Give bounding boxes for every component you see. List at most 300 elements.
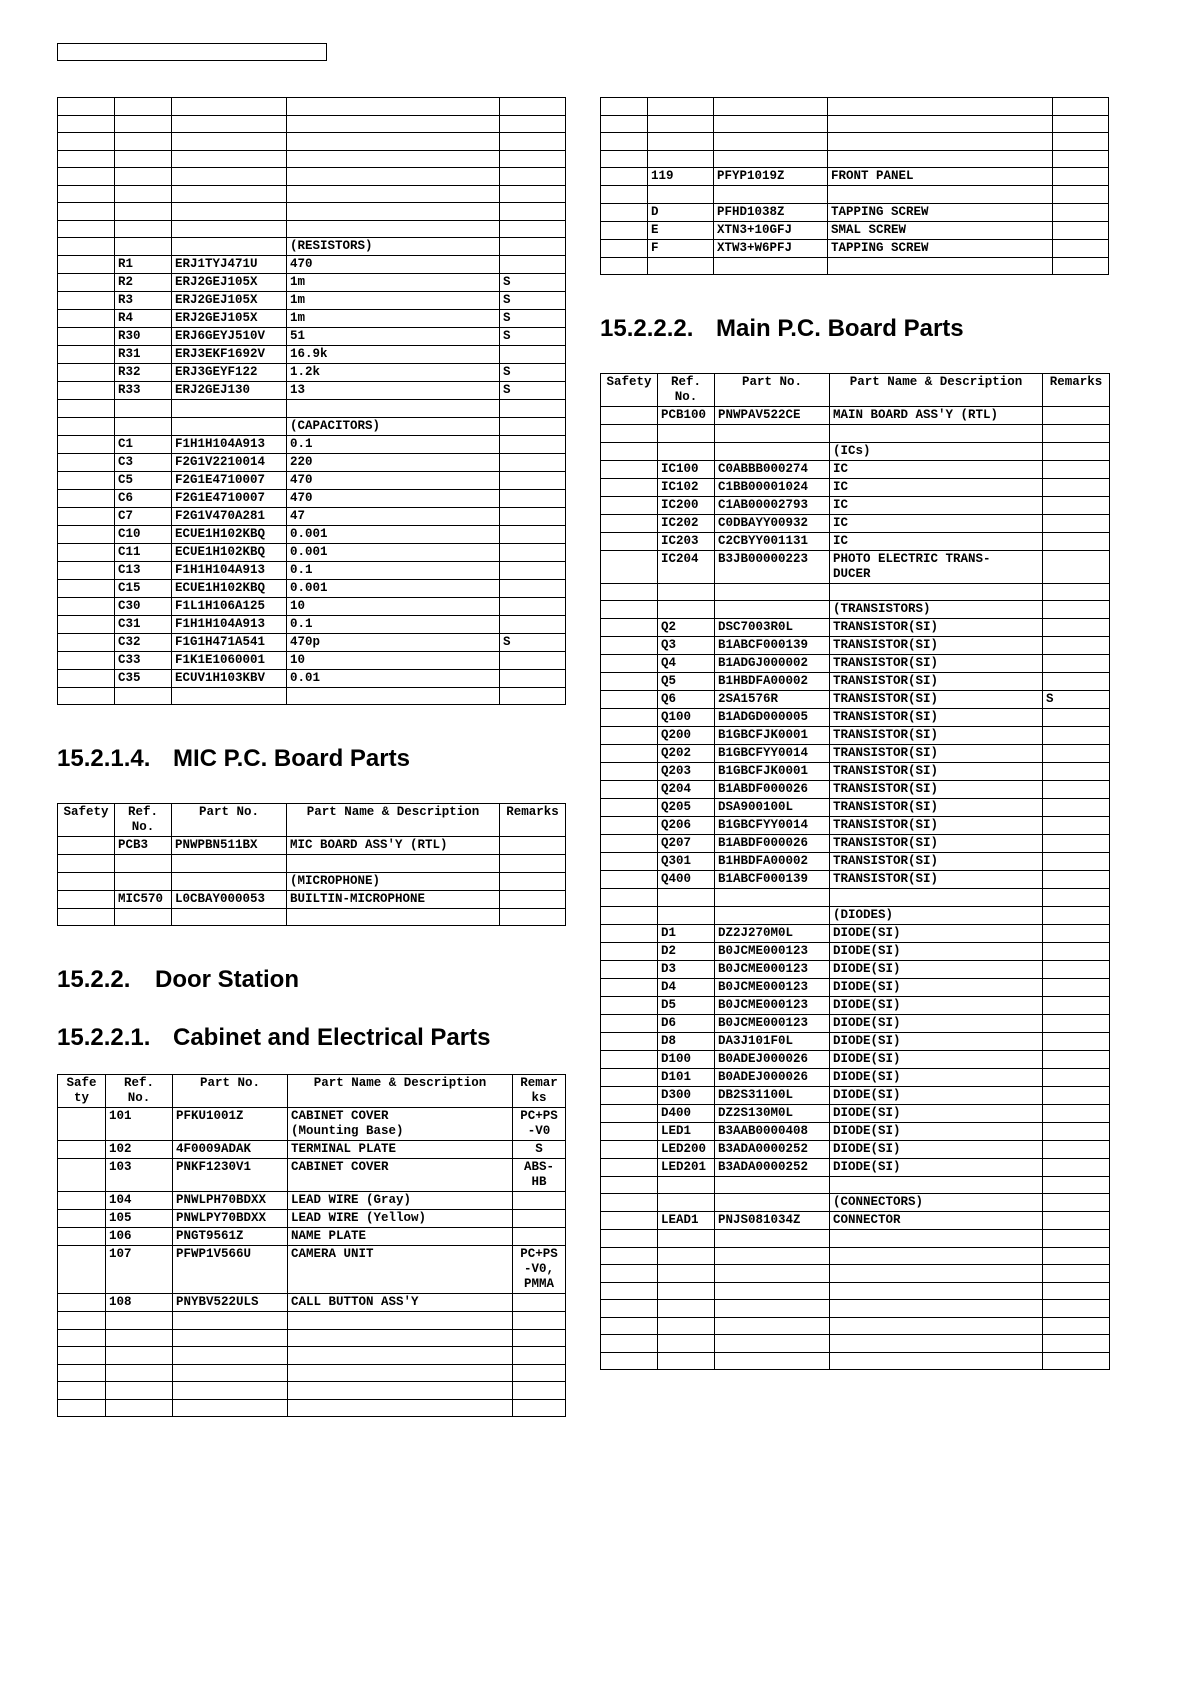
part-no-cell: F2G1E4710007 — [172, 471, 287, 489]
ref-no-cell — [658, 601, 715, 619]
safety-cell — [601, 168, 648, 186]
safety-cell — [601, 1050, 658, 1068]
part-no-cell: PNWLPH70BDXX — [173, 1192, 288, 1210]
description-cell: TRANSISTOR(SI) — [830, 799, 1043, 817]
section-number: 15.2.1.4. — [57, 745, 151, 772]
description-cell: TRANSISTOR(SI) — [830, 655, 1043, 673]
part-no-cell — [172, 203, 287, 221]
part-no-cell: PNYBV522ULS — [173, 1294, 288, 1312]
table-row — [58, 908, 566, 926]
safety-cell — [601, 745, 658, 763]
safety-cell — [58, 1108, 106, 1141]
ref-no-cell: IC202 — [658, 514, 715, 532]
header-safety: Safety — [601, 374, 658, 407]
description-cell: DIODE(SI) — [830, 1068, 1043, 1086]
ref-no-cell: C32 — [115, 633, 172, 651]
remarks-cell — [1043, 1140, 1110, 1158]
ref-no-cell: 103 — [106, 1159, 173, 1192]
table-row — [601, 637, 1110, 655]
table-row — [601, 133, 1109, 151]
part-no-cell — [715, 1247, 830, 1265]
part-no-cell — [715, 889, 830, 907]
ref-no-cell: R3 — [115, 292, 172, 310]
description-cell — [828, 186, 1053, 204]
safety-cell — [58, 651, 115, 669]
safety-cell — [58, 1399, 106, 1417]
description-cell — [288, 1364, 513, 1382]
safety-cell — [58, 1159, 106, 1192]
ref-no-cell: C1 — [115, 435, 172, 453]
header-description: Part Name & Description — [830, 374, 1043, 407]
description-cell — [830, 1265, 1043, 1283]
description-cell — [287, 687, 500, 705]
table-row — [601, 514, 1110, 532]
part-no-cell: B3ADA0000252 — [715, 1140, 830, 1158]
table-row — [601, 727, 1110, 745]
remarks-cell — [1043, 496, 1110, 514]
table-row — [58, 1382, 566, 1400]
remarks-cell — [1053, 168, 1109, 186]
table-row — [58, 150, 566, 168]
remarks-cell — [500, 687, 566, 705]
safety-cell — [601, 407, 658, 425]
ref-no-cell: Q2 — [658, 619, 715, 637]
ref-no-cell — [115, 417, 172, 435]
safety-cell — [601, 906, 658, 924]
remarks-cell — [500, 98, 566, 116]
table-row — [58, 292, 566, 310]
parts-table-front-panel — [600, 97, 1109, 275]
part-no-cell — [172, 168, 287, 186]
safety-cell — [601, 478, 658, 496]
description-cell: TRANSISTOR(SI) — [830, 763, 1043, 781]
ref-no-cell: Q100 — [658, 709, 715, 727]
table-row — [58, 310, 566, 328]
description-cell: TRANSISTOR(SI) — [830, 853, 1043, 871]
description-cell — [830, 1335, 1043, 1353]
part-no-cell — [715, 601, 830, 619]
part-no-cell: B0JCME000123 — [715, 960, 830, 978]
safety-cell — [601, 550, 658, 583]
part-no-cell: B1ADGD000005 — [715, 709, 830, 727]
remarks-cell: S — [1043, 691, 1110, 709]
part-no-cell: B0ADEJ000026 — [715, 1068, 830, 1086]
remarks-cell — [1043, 727, 1110, 745]
table-row — [58, 507, 566, 525]
header-ref-no: Ref. No. — [658, 374, 715, 407]
table-row — [601, 601, 1110, 619]
safety-cell — [58, 310, 115, 328]
table-row — [601, 871, 1110, 889]
description-cell — [287, 185, 500, 203]
description-cell: 470 — [287, 471, 500, 489]
description-cell: CABINET COVER — [288, 1159, 513, 1192]
part-no-cell: 2SA1576R — [715, 691, 830, 709]
table-row — [601, 1104, 1110, 1122]
part-no-cell: DSC7003R0L — [715, 619, 830, 637]
safety-cell — [601, 1140, 658, 1158]
table-row — [601, 115, 1109, 133]
header-ref-no: Ref. No. — [106, 1075, 173, 1108]
description-cell: 16.9k — [287, 346, 500, 364]
safety-cell — [58, 453, 115, 471]
table-row — [58, 597, 566, 615]
part-no-cell: F2G1V2210014 — [172, 453, 287, 471]
part-no-cell: B1HBDFA00002 — [715, 853, 830, 871]
ref-no-cell: IC100 — [658, 460, 715, 478]
table-row — [58, 1399, 566, 1417]
description-cell: TAPPING SCREW — [828, 203, 1053, 221]
part-no-cell: ERJ2GEJ105X — [172, 310, 287, 328]
ref-no-cell: Q6 — [658, 691, 715, 709]
table-header-row — [601, 374, 1110, 407]
description-cell: PHOTO ELECTRIC TRANS- DUCER — [830, 550, 1043, 583]
header-description: Part Name & Description — [288, 1075, 513, 1108]
table-row — [601, 221, 1109, 239]
safety-cell — [601, 1247, 658, 1265]
description-cell: DIODE(SI) — [830, 1104, 1043, 1122]
safety-cell — [601, 1122, 658, 1140]
part-no-cell: B1GBCFYY0014 — [715, 817, 830, 835]
part-no-cell — [173, 1364, 288, 1382]
ref-no-cell: D — [648, 203, 714, 221]
safety-cell — [601, 871, 658, 889]
parts-table-mic-board — [57, 803, 566, 926]
part-no-cell: ERJ1TYJ471U — [172, 256, 287, 274]
description-cell: 470 — [287, 489, 500, 507]
safety-cell — [601, 1032, 658, 1050]
safety-cell — [58, 597, 115, 615]
ref-no-cell: IC203 — [658, 532, 715, 550]
description-cell: 0.001 — [287, 579, 500, 597]
remarks-cell — [1043, 1158, 1110, 1176]
ref-no-cell: R33 — [115, 382, 172, 400]
part-no-cell — [172, 400, 287, 418]
description-cell — [830, 1317, 1043, 1335]
remarks-cell — [1053, 150, 1109, 168]
part-no-cell — [172, 98, 287, 116]
remarks-cell — [1053, 221, 1109, 239]
remarks-cell: S — [500, 310, 566, 328]
table-row — [601, 817, 1110, 835]
description-cell: TRANSISTOR(SI) — [830, 637, 1043, 655]
remarks-cell — [500, 471, 566, 489]
table-row — [601, 583, 1110, 601]
remarks-cell — [1043, 763, 1110, 781]
description-cell: DIODE(SI) — [830, 1050, 1043, 1068]
ref-no-cell: C35 — [115, 669, 172, 687]
safety-cell — [58, 855, 115, 873]
section-number: 15.2.2. — [57, 966, 131, 993]
part-no-cell: DA3J101F0L — [715, 1032, 830, 1050]
ref-no-cell: C11 — [115, 543, 172, 561]
part-no-cell: C2CBYY001131 — [715, 532, 830, 550]
description-cell: TRANSISTOR(SI) — [830, 781, 1043, 799]
header-safety: Safety — [58, 804, 115, 837]
remarks-cell — [513, 1347, 566, 1365]
table-row — [601, 1140, 1110, 1158]
section-title: MIC P.C. Board Parts — [173, 745, 410, 772]
remarks-cell: PC+PS -V0 — [513, 1108, 566, 1141]
ref-no-cell — [658, 1176, 715, 1194]
part-no-cell: B1ABDF000026 — [715, 781, 830, 799]
description-cell — [830, 1176, 1043, 1194]
part-no-cell: DZ2S130M0L — [715, 1104, 830, 1122]
description-cell: 13 — [287, 382, 500, 400]
header-description: Part Name & Description — [287, 804, 500, 837]
table-row — [58, 346, 566, 364]
part-no-cell: C0ABBB000274 — [715, 460, 830, 478]
left-column — [57, 97, 565, 1417]
ref-no-cell: D6 — [658, 1014, 715, 1032]
table-row — [601, 98, 1109, 116]
ref-no-cell — [106, 1329, 173, 1347]
description-cell: TERMINAL PLATE — [288, 1141, 513, 1159]
remarks-cell — [1053, 98, 1109, 116]
part-no-cell: DB2S31100L — [715, 1086, 830, 1104]
part-no-cell: B1HBDFA00002 — [715, 673, 830, 691]
safety-cell — [601, 1335, 658, 1353]
ref-no-cell — [658, 906, 715, 924]
safety-cell — [58, 837, 115, 855]
safety-cell — [601, 619, 658, 637]
ref-no-cell — [658, 1265, 715, 1283]
ref-no-cell: IC102 — [658, 478, 715, 496]
description-cell — [287, 400, 500, 418]
remarks-cell — [1043, 637, 1110, 655]
part-no-cell: PNWPAV522CE — [715, 407, 830, 425]
remarks-cell — [1043, 745, 1110, 763]
table-row — [58, 1228, 566, 1246]
safety-cell — [58, 98, 115, 116]
safety-cell — [601, 1194, 658, 1212]
ref-no-cell — [115, 908, 172, 926]
part-no-cell: B1ABCF000139 — [715, 637, 830, 655]
part-no-cell — [172, 238, 287, 256]
ref-no-cell: D8 — [658, 1032, 715, 1050]
description-cell — [830, 1352, 1043, 1370]
part-no-cell: F2G1E4710007 — [172, 489, 287, 507]
description-cell: (MICROPHONE) — [287, 872, 500, 890]
table-row — [601, 978, 1110, 996]
table-row — [58, 543, 566, 561]
remarks-cell — [1043, 478, 1110, 496]
safety-cell — [58, 1210, 106, 1228]
safety-cell — [601, 583, 658, 601]
remarks-cell: ABS- HB — [513, 1159, 566, 1192]
table-row — [601, 1194, 1110, 1212]
ref-no-cell — [115, 98, 172, 116]
safety-cell — [58, 1294, 106, 1312]
safety-cell — [601, 601, 658, 619]
remarks-cell — [500, 890, 566, 908]
ref-no-cell — [658, 1194, 715, 1212]
table-row — [58, 256, 566, 274]
remarks-cell — [500, 238, 566, 256]
part-no-cell: PNWPBN511BX — [172, 837, 287, 855]
ref-no-cell: IC204 — [658, 550, 715, 583]
table-row — [58, 579, 566, 597]
safety-cell — [601, 496, 658, 514]
safety-cell — [601, 460, 658, 478]
table-row — [601, 996, 1110, 1014]
part-no-cell: B1GBCFJK0001 — [715, 727, 830, 745]
ref-no-cell — [115, 115, 172, 133]
remarks-cell — [513, 1294, 566, 1312]
section-title: Cabinet and Electrical Parts — [173, 1024, 491, 1051]
description-cell — [830, 425, 1043, 443]
parts-table-resistors-capacitors — [57, 97, 566, 705]
part-no-cell — [172, 872, 287, 890]
ref-no-cell: C7 — [115, 507, 172, 525]
description-cell: 0.001 — [287, 525, 500, 543]
safety-cell — [601, 942, 658, 960]
ref-no-cell: 107 — [106, 1246, 173, 1294]
safety-cell — [601, 98, 648, 116]
part-no-cell: F1K1E1060001 — [172, 651, 287, 669]
description-cell: (CONNECTORS) — [830, 1194, 1043, 1212]
part-no-cell: F1H1H104A913 — [172, 435, 287, 453]
table-row — [601, 1282, 1110, 1300]
safety-cell — [58, 669, 115, 687]
safety-cell — [58, 471, 115, 489]
remarks-cell — [1053, 115, 1109, 133]
remarks-cell — [1043, 1176, 1110, 1194]
description-cell: 0.1 — [287, 561, 500, 579]
table-row — [58, 133, 566, 151]
description-cell: TRANSISTOR(SI) — [830, 817, 1043, 835]
description-cell — [288, 1329, 513, 1347]
ref-no-cell: LED200 — [658, 1140, 715, 1158]
table-row — [601, 1317, 1110, 1335]
safety-cell — [58, 364, 115, 382]
section-number: 15.2.2.2. — [600, 315, 694, 342]
description-cell: CAMERA UNIT — [288, 1246, 513, 1294]
part-no-cell — [172, 185, 287, 203]
ref-no-cell — [115, 238, 172, 256]
ref-no-cell — [658, 1300, 715, 1318]
remarks-cell — [500, 417, 566, 435]
table-row — [58, 1141, 566, 1159]
table-row — [601, 1086, 1110, 1104]
part-no-cell — [714, 186, 828, 204]
part-no-cell — [173, 1312, 288, 1330]
table-row — [601, 1176, 1110, 1194]
table-row — [58, 238, 566, 256]
ref-no-cell: C5 — [115, 471, 172, 489]
table-row — [601, 942, 1110, 960]
safety-cell — [601, 853, 658, 871]
ref-no-cell: C6 — [115, 489, 172, 507]
ref-no-cell: Q4 — [658, 655, 715, 673]
part-no-cell: B0ADEJ000026 — [715, 1050, 830, 1068]
safety-cell — [601, 150, 648, 168]
table-row — [601, 924, 1110, 942]
part-no-cell: B0JCME000123 — [715, 978, 830, 996]
ref-no-cell — [658, 583, 715, 601]
table-row — [601, 407, 1110, 425]
table-row — [601, 1247, 1110, 1265]
table-row — [601, 1014, 1110, 1032]
table-row — [58, 1192, 566, 1210]
ref-no-cell: Q200 — [658, 727, 715, 745]
safety-cell — [601, 1014, 658, 1032]
safety-cell — [58, 543, 115, 561]
description-cell: TRANSISTOR(SI) — [830, 691, 1043, 709]
part-no-cell: PFKU1001Z — [173, 1108, 288, 1141]
description-cell: 470 — [287, 256, 500, 274]
ref-no-cell: C13 — [115, 561, 172, 579]
part-no-cell: B1ABDF000026 — [715, 835, 830, 853]
safety-cell — [601, 1086, 658, 1104]
table-header-row — [58, 804, 566, 837]
part-no-cell: PFYP1019Z — [714, 168, 828, 186]
part-no-cell: ECUV1H103KBV — [172, 669, 287, 687]
part-no-cell: F2G1V470A281 — [172, 507, 287, 525]
safety-cell — [58, 417, 115, 435]
table-row — [58, 1329, 566, 1347]
part-no-cell — [715, 1352, 830, 1370]
safety-cell — [58, 168, 115, 186]
safety-cell — [58, 1246, 106, 1294]
ref-no-cell: LED1 — [658, 1122, 715, 1140]
part-no-cell — [173, 1382, 288, 1400]
ref-no-cell: D100 — [658, 1050, 715, 1068]
remarks-cell — [1043, 1194, 1110, 1212]
description-cell: 1.2k — [287, 364, 500, 382]
description-cell — [287, 168, 500, 186]
remarks-cell — [500, 615, 566, 633]
description-cell — [828, 115, 1053, 133]
part-no-cell: ERJ2GEJ105X — [172, 292, 287, 310]
table-row — [58, 1347, 566, 1365]
ref-no-cell: Q205 — [658, 799, 715, 817]
ref-no-cell: Q301 — [658, 853, 715, 871]
remarks-cell — [500, 185, 566, 203]
ref-no-cell — [658, 889, 715, 907]
ref-no-cell: D1 — [658, 924, 715, 942]
table-row — [601, 239, 1109, 257]
safety-cell — [58, 890, 115, 908]
remarks-cell — [1043, 906, 1110, 924]
table-row — [601, 673, 1110, 691]
safety-cell — [58, 1141, 106, 1159]
table-row — [601, 889, 1110, 907]
part-no-cell — [172, 133, 287, 151]
table-row — [601, 186, 1109, 204]
description-cell: (CAPACITORS) — [287, 417, 500, 435]
remarks-cell — [1043, 709, 1110, 727]
remarks-cell — [500, 115, 566, 133]
description-cell: TRANSISTOR(SI) — [830, 709, 1043, 727]
part-no-cell: ERJ6GEYJ510V — [172, 328, 287, 346]
ref-no-cell: R1 — [115, 256, 172, 274]
ref-no-cell: LEAD1 — [658, 1212, 715, 1230]
safety-cell — [58, 1329, 106, 1347]
table-row — [601, 745, 1110, 763]
part-no-cell: B0JCME000123 — [715, 996, 830, 1014]
part-no-cell — [715, 1176, 830, 1194]
table-row — [601, 781, 1110, 799]
safety-cell — [58, 615, 115, 633]
table-row — [58, 98, 566, 116]
part-no-cell — [172, 687, 287, 705]
table-row — [58, 1294, 566, 1312]
safety-cell — [58, 507, 115, 525]
header-safety: Safe ty — [58, 1075, 106, 1108]
safety-cell — [58, 872, 115, 890]
ref-no-cell: 101 — [106, 1108, 173, 1141]
